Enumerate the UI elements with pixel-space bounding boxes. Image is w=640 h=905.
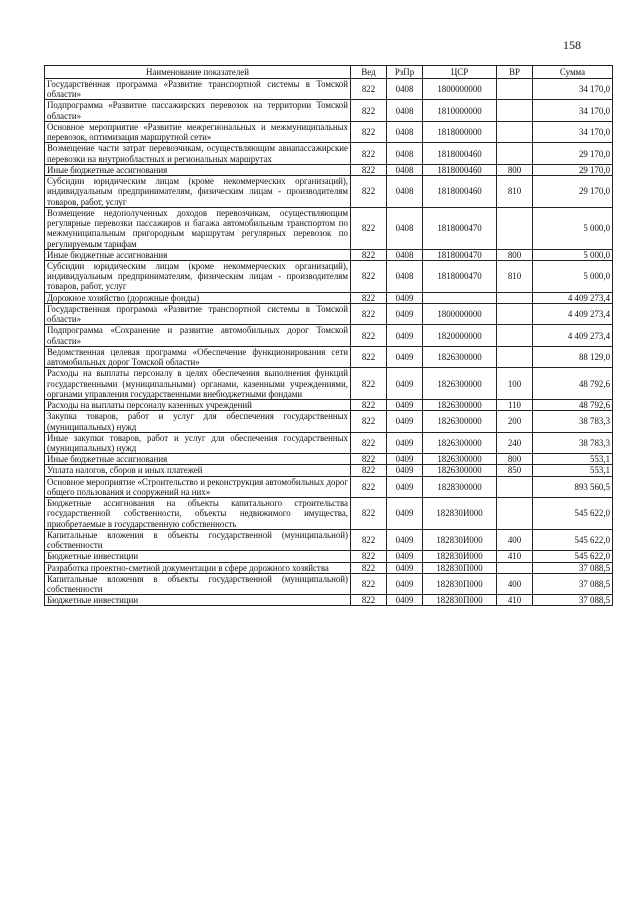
- row-sum: 34 170,0: [533, 100, 613, 121]
- row-rzpr: 0408: [387, 249, 423, 260]
- row-ved: 822: [351, 551, 387, 562]
- row-rzpr: 0409: [387, 573, 423, 594]
- table-row: [45, 207, 613, 249]
- row-ved: 822: [351, 573, 387, 594]
- row-ved: 822: [351, 432, 387, 453]
- header-name: Наименование показателей: [45, 66, 351, 79]
- row-rzpr: 0409: [387, 595, 423, 606]
- row-csr: 1818000000: [423, 121, 497, 142]
- row-csr: 1818000460: [423, 143, 497, 164]
- table-row: [45, 562, 613, 573]
- row-sum: 34 170,0: [533, 79, 613, 100]
- table-row: [45, 100, 613, 121]
- row-ved: 822: [351, 454, 387, 465]
- table-row: [45, 498, 613, 530]
- row-ved: 822: [351, 595, 387, 606]
- row-sum: 29 170,0: [533, 176, 613, 208]
- row-rzpr: 0408: [387, 176, 423, 208]
- row-rzpr: 0409: [387, 562, 423, 573]
- row-rzpr: 0409: [387, 432, 423, 453]
- row-name: Ведомственная целевая программа «Обеспечение функционирования сети автомобильных дорог Томской области»: [45, 346, 351, 367]
- row-sum: 29 170,0: [533, 164, 613, 175]
- row-csr: 1826300000: [423, 411, 497, 432]
- row-csr: 1828300000: [423, 476, 497, 497]
- row-rzpr: 0408: [387, 164, 423, 175]
- row-name: Закупка товаров, работ и услуг для обеспечения государственных (муниципальных) нужд: [45, 411, 351, 432]
- row-csr: 182830П000: [423, 562, 497, 573]
- row-vr: 800: [497, 164, 533, 175]
- budget-table: [44, 65, 613, 606]
- row-vr: [497, 207, 533, 249]
- header-vr: ВР: [497, 66, 533, 79]
- row-vr: [497, 476, 533, 497]
- row-csr: 1826300000: [423, 346, 497, 367]
- row-csr: 182830И000: [423, 551, 497, 562]
- row-vr: 110: [497, 400, 533, 411]
- row-csr: [423, 292, 497, 303]
- row-rzpr: 0409: [387, 476, 423, 497]
- table-row: [45, 303, 613, 324]
- row-ved: 822: [351, 411, 387, 432]
- table-header-row: [45, 66, 613, 79]
- row-sum: 5 000,0: [533, 249, 613, 260]
- row-vr: 810: [497, 176, 533, 208]
- row-name: Расходы на выплаты персоналу казенных учреждений: [45, 400, 351, 411]
- row-csr: 182830П000: [423, 595, 497, 606]
- table-row: [45, 465, 613, 476]
- row-name: Возмещение недополученных доходов перевозчикам, осуществляющим регулярные перевозки пассажиров и багажа автомобильным транспортом по межмуниципальным пригородным маршрутам регулярных перевозок по регулируемым тарифам: [45, 207, 351, 249]
- row-ved: 822: [351, 303, 387, 324]
- row-vr: 410: [497, 551, 533, 562]
- header-ved: Вед: [351, 66, 387, 79]
- row-sum: 38 783,3: [533, 432, 613, 453]
- row-rzpr: 0409: [387, 498, 423, 530]
- row-rzpr: 0409: [387, 292, 423, 303]
- row-rzpr: 0409: [387, 346, 423, 367]
- row-vr: 800: [497, 249, 533, 260]
- row-rzpr: 0408: [387, 100, 423, 121]
- row-ved: 822: [351, 260, 387, 292]
- row-rzpr: 0409: [387, 529, 423, 550]
- row-vr: [497, 303, 533, 324]
- row-vr: 850: [497, 465, 533, 476]
- row-name: Бюджетные ассигнования на объекты капитального строительства государственной собственности, объекты недвижимого имущества, приобретаемые в государственную собственность: [45, 498, 351, 530]
- row-rzpr: 0409: [387, 368, 423, 400]
- row-sum: 545 622,0: [533, 529, 613, 550]
- row-name: Иные бюджетные ассигнования: [45, 164, 351, 175]
- row-sum: 553,1: [533, 454, 613, 465]
- page-number: 158: [563, 38, 581, 52]
- row-sum: 48 792,6: [533, 400, 613, 411]
- row-vr: 240: [497, 432, 533, 453]
- row-vr: 100: [497, 368, 533, 400]
- row-csr: 182830И000: [423, 529, 497, 550]
- table-row: [45, 551, 613, 562]
- row-csr: 1826300000: [423, 465, 497, 476]
- row-csr: 1810000000: [423, 100, 497, 121]
- row-ved: 822: [351, 249, 387, 260]
- row-ved: 822: [351, 368, 387, 400]
- row-name: Основное мероприятие «Развитие межрегиональных и межмуниципальных перевозок, оптимизация маршрутной сети»: [45, 121, 351, 142]
- row-csr: 1800000000: [423, 303, 497, 324]
- row-name: Возмещение части затрат перевозчикам, осуществляющим авиапассажирские перевозки на внутриобластных и региональных маршрутах: [45, 143, 351, 164]
- table-row: [45, 432, 613, 453]
- row-vr: 810: [497, 260, 533, 292]
- header-csr: ЦСР: [423, 66, 497, 79]
- row-sum: 893 560,5: [533, 476, 613, 497]
- row-name: Капитальные вложения в объекты государственной (муниципальной) собственности: [45, 573, 351, 594]
- row-vr: [497, 292, 533, 303]
- row-vr: 800: [497, 454, 533, 465]
- row-name: Иные бюджетные ассигнования: [45, 454, 351, 465]
- row-vr: [497, 325, 533, 346]
- row-ved: 822: [351, 164, 387, 175]
- row-csr: 1826300000: [423, 454, 497, 465]
- row-name: Разработка проектно-сметной документации в сфере дорожного хозяйства: [45, 562, 351, 573]
- row-vr: 410: [497, 595, 533, 606]
- row-name: Дорожное хозяйство (дорожные фонды): [45, 292, 351, 303]
- table-row: [45, 573, 613, 594]
- row-ved: 822: [351, 207, 387, 249]
- row-name: Иные бюджетные ассигнования: [45, 249, 351, 260]
- row-rzpr: 0408: [387, 79, 423, 100]
- row-sum: 4 409 273,4: [533, 292, 613, 303]
- row-sum: 553,1: [533, 465, 613, 476]
- row-name: Государственная программа «Развитие транспортной системы в Томской области»: [45, 79, 351, 100]
- header-rzpr: РзПр: [387, 66, 423, 79]
- row-sum: 29 170,0: [533, 143, 613, 164]
- table-row: [45, 595, 613, 606]
- row-ved: 822: [351, 292, 387, 303]
- table-row: [45, 292, 613, 303]
- row-csr: 1800000000: [423, 79, 497, 100]
- row-ved: 822: [351, 121, 387, 142]
- row-rzpr: 0408: [387, 143, 423, 164]
- row-ved: 822: [351, 400, 387, 411]
- row-ved: 822: [351, 498, 387, 530]
- row-vr: [497, 100, 533, 121]
- row-csr: 1818000470: [423, 260, 497, 292]
- row-name: Бюджетные инвестиции: [45, 595, 351, 606]
- row-sum: 48 792,6: [533, 368, 613, 400]
- row-sum: 38 783,3: [533, 411, 613, 432]
- row-rzpr: 0409: [387, 465, 423, 476]
- row-sum: 545 622,0: [533, 498, 613, 530]
- table-row: [45, 400, 613, 411]
- row-ved: 822: [351, 562, 387, 573]
- table-row: [45, 454, 613, 465]
- table-row: [45, 325, 613, 346]
- row-rzpr: 0409: [387, 551, 423, 562]
- row-csr: 1820000000: [423, 325, 497, 346]
- row-vr: [497, 498, 533, 530]
- row-csr: 1826300000: [423, 400, 497, 411]
- row-rzpr: 0409: [387, 411, 423, 432]
- row-csr: 1826300000: [423, 432, 497, 453]
- row-rzpr: 0408: [387, 121, 423, 142]
- table-row: [45, 346, 613, 367]
- row-vr: [497, 562, 533, 573]
- row-name: Субсидии юридическим лицам (кроме некоммерческих организаций), индивидуальным предпринимателям, физическим лицам - производителям товаров, работ, услуг: [45, 176, 351, 208]
- table-row: [45, 476, 613, 497]
- row-ved: 822: [351, 346, 387, 367]
- row-csr: 182830И000: [423, 498, 497, 530]
- table-row: [45, 176, 613, 208]
- row-csr: 1818000460: [423, 164, 497, 175]
- row-name: Основное мероприятие «Строительство и реконструкция автомобильных дорог общего пользования и сооружений на них»: [45, 476, 351, 497]
- row-sum: 5 000,0: [533, 260, 613, 292]
- row-name: Субсидии юридическим лицам (кроме некоммерческих организаций), индивидуальным предпринимателям, физическим лицам - производителям товаров, работ, услуг: [45, 260, 351, 292]
- table-row: [45, 411, 613, 432]
- row-vr: [497, 143, 533, 164]
- table-row: [45, 260, 613, 292]
- row-vr: 200: [497, 411, 533, 432]
- row-rzpr: 0409: [387, 454, 423, 465]
- row-name: Подпрограмма «Развитие пассажирских перевозок на территории Томской области»: [45, 100, 351, 121]
- table-row: [45, 164, 613, 175]
- row-name: Бюджетные инвестиции: [45, 551, 351, 562]
- row-ved: 822: [351, 529, 387, 550]
- row-vr: 400: [497, 529, 533, 550]
- header-sum: Сумма: [533, 66, 613, 79]
- row-sum: 545 622,0: [533, 551, 613, 562]
- row-vr: [497, 346, 533, 367]
- row-csr: 1818000470: [423, 249, 497, 260]
- row-sum: 34 170,0: [533, 121, 613, 142]
- row-sum: 37 088,5: [533, 573, 613, 594]
- row-ved: 822: [351, 465, 387, 476]
- table-row: [45, 249, 613, 260]
- row-ved: 822: [351, 79, 387, 100]
- row-sum: 4 409 273,4: [533, 325, 613, 346]
- row-csr: 182830П000: [423, 573, 497, 594]
- row-rzpr: 0409: [387, 400, 423, 411]
- row-name: Иные закупки товаров, работ и услуг для обеспечения государственных (муниципальных) нужд: [45, 432, 351, 453]
- row-sum: 37 088,5: [533, 562, 613, 573]
- row-sum: 4 409 273,4: [533, 303, 613, 324]
- row-rzpr: 0409: [387, 325, 423, 346]
- table-row: [45, 368, 613, 400]
- row-name: Подпрограмма «Сохранение и развитие автомобильных дорог Томской области»: [45, 325, 351, 346]
- row-name: Государственная программа «Развитие транспортной системы в Томской области»: [45, 303, 351, 324]
- row-vr: [497, 121, 533, 142]
- table-row: [45, 143, 613, 164]
- table-row: [45, 529, 613, 550]
- table-row: [45, 79, 613, 100]
- row-ved: 822: [351, 100, 387, 121]
- row-csr: 1818000470: [423, 207, 497, 249]
- table-row: [45, 121, 613, 142]
- row-sum: 37 088,5: [533, 595, 613, 606]
- row-csr: 1826300000: [423, 368, 497, 400]
- row-sum: 5 000,0: [533, 207, 613, 249]
- row-name: Капитальные вложения в объекты государственной (муниципальной) собственности: [45, 529, 351, 550]
- row-rzpr: 0408: [387, 207, 423, 249]
- row-sum: 88 129,0: [533, 346, 613, 367]
- row-vr: 400: [497, 573, 533, 594]
- row-name: Расходы на выплаты персоналу в целях обеспечения выполнения функций государственными (муниципальными) органами, казенными учреждениями, органами управления государственными внебюджетными фондами: [45, 368, 351, 400]
- row-rzpr: 0409: [387, 303, 423, 324]
- row-ved: 822: [351, 176, 387, 208]
- row-ved: 822: [351, 325, 387, 346]
- row-rzpr: 0408: [387, 260, 423, 292]
- row-ved: 822: [351, 476, 387, 497]
- row-vr: [497, 79, 533, 100]
- row-name: Уплата налогов, сборов и иных платежей: [45, 465, 351, 476]
- row-ved: 822: [351, 143, 387, 164]
- row-csr: 1818000460: [423, 176, 497, 208]
